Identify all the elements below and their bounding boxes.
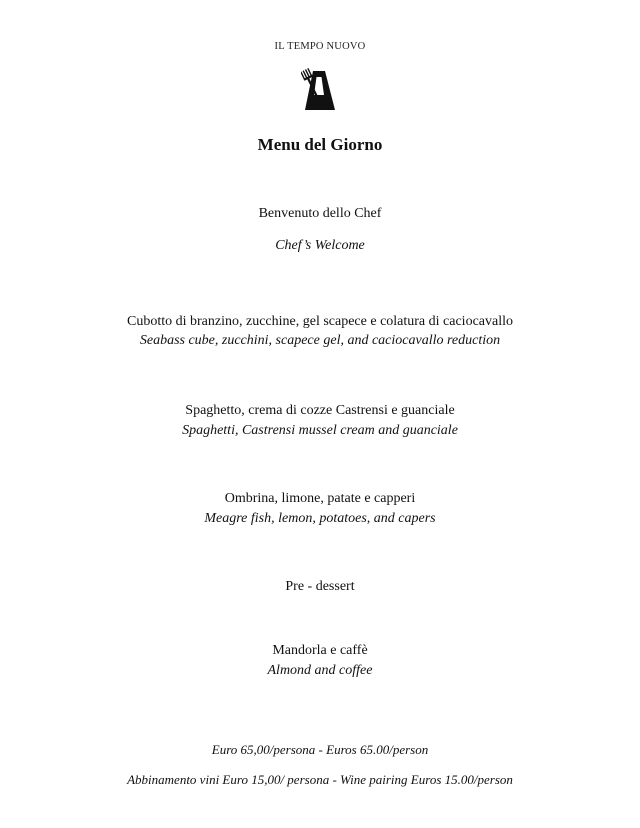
metronome-fork-icon bbox=[301, 65, 337, 111]
course-dessert-en: Almond and coffee bbox=[267, 663, 373, 678]
course-seabass-en: Seabass cube, zucchini, scapece gel, and caciocavallo reduction bbox=[139, 333, 501, 348]
course-dessert-it: Mandorla e caffè bbox=[272, 643, 368, 658]
course-welcome-en: Chef’s Welcome bbox=[275, 238, 365, 253]
menu-title: Menu del Giorno bbox=[257, 135, 383, 154]
course-spaghetti-en: Spaghetti, Castrensi mussel cream and guanciale bbox=[182, 423, 458, 438]
course-meagre-it: Ombrina, limone, patate e capperi bbox=[224, 491, 416, 506]
course-spaghetti-it: Spaghetto, crema di cozze Castrensi e guanciale bbox=[185, 403, 455, 418]
price-line: Euro 65,00/persona - Euros 65.00/person bbox=[211, 742, 429, 757]
restaurant-name: IL TEMPO NUOVO bbox=[274, 41, 366, 52]
course-seabass-it: Cubotto di branzino, zucchine, gel scapece e colatura di caciocavallo bbox=[127, 314, 513, 329]
course-meagre-en: Meagre fish, lemon, potatoes, and capers bbox=[204, 511, 436, 526]
wine-pairing-line: Abbinamento vini Euro 15,00/ persona - Wine pairing Euros 15.00/person bbox=[127, 772, 513, 787]
course-predessert-it: Pre - dessert bbox=[285, 579, 355, 594]
course-welcome-it: Benvenuto dello Chef bbox=[258, 206, 382, 221]
